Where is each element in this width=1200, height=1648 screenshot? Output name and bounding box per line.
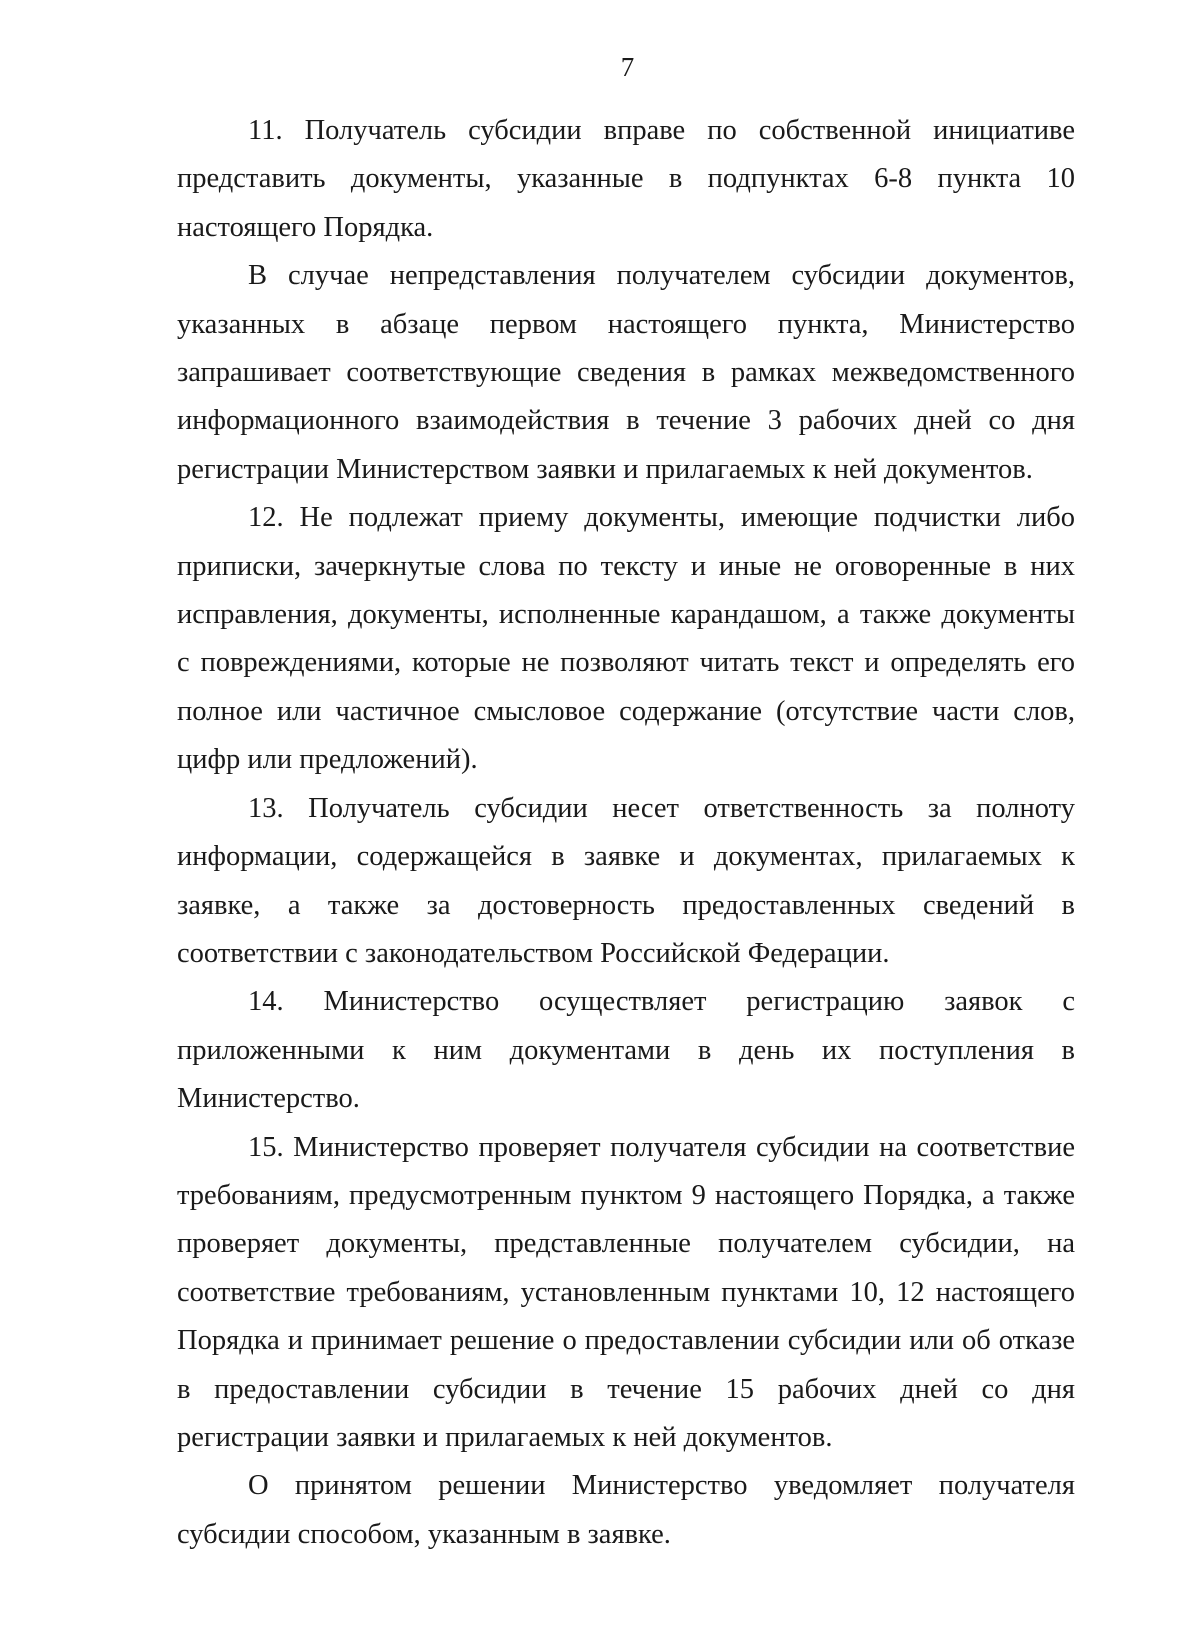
paragraph-12: 12. Не подлежат приему документы, имеющие подчистки либо приписки, зачеркнутые слова по тексту и иные не оговоренные в них исправления, документы, исполненные карандашом, а также документы с повреждениями, которые не позволяют читать текст и определять его полное или частичное смысловое содержание (отсутствие части слов, цифр или предложений). [177, 502, 1075, 776]
paragraph-15: 15. Министерство проверяет получателя субсидии на соответствие требованиям, предусмотренным пунктом 9 настоящего Порядка, а также проверяет документы, представленные получателем субсидии, на соответствие требованиям, установленным пунктами 10, 12 настоящего Порядка и принимает решение о предоставлении субсидии или об отказе в предоставлении субсидии в течение 15 рабочих дней со дня регистрации заявки и прилагаемых к ней документов. [177, 1131, 1075, 1453]
paragraph-14: 14. Министерство осуществляет регистрацию заявок с приложенными к ним документами в день их поступления в Министерство. [177, 986, 1075, 1115]
paragraph-11: 11. Получатель субсидии вправе по собственной инициативе представить документы, указанные в подпунктах 6-8 пункта 10 настоящего Порядка. [177, 115, 1075, 243]
document-body [177, 107, 1075, 1559]
paragraph-11-continuation: В случае непредставления получателем субсидии документов, указанных в абзаце первом настоящего пункта, Министерство запрашивает соответствующие сведения в рамках межведомственного информационного взаимодействия в течение 3 рабочих дней со дня регистрации Министерством заявки и прилагаемых к ней документов. [177, 260, 1075, 485]
paragraph-13: 13. Получатель субсидии несет ответственность за полноту информации, содержащейся в заявке и документах, прилагаемых к заявке, а также за достоверность предоставленных сведений в соответствии с законодательством Российской Федерации. [177, 792, 1075, 969]
paragraph-15-continuation: О принятом решении Министерство уведомляет получателя субсидии способом, указанным в заявке. [177, 1470, 1075, 1550]
page-number: 7 [620, 52, 635, 82]
